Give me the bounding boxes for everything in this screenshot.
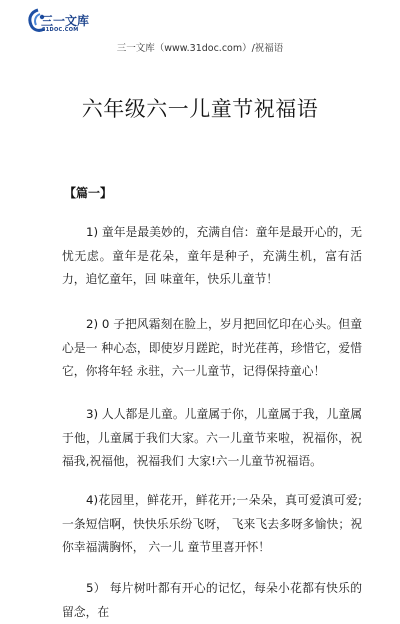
paragraph-4: 4)花园里，鲜花开，鲜花开;一朵朵，真可爱滇可爱;一条短信啊，快快乐乐纷飞呀， 飞来飞去多呀多愉快；祝你幸福满胸怀， 六一儿 童节里喜开怀！ [62, 493, 362, 554]
document-title: 六年级六一儿童节祝福语 [81, 97, 319, 121]
paragraph-1: 1) 童年是最美妙的，充满自信：童年是最开心的，无忧无虑。童年是花朵，童年是种子，充满生机，富有活力，追忆童年，回 味童年，快乐儿童节！ [62, 225, 362, 286]
paragraph-5: 5） 每片树叶都有开心的记忆，每朵小花都有快乐的留念，在 [62, 581, 362, 619]
site-logo [27, 8, 101, 38]
logo-name: 三一文库 [41, 14, 90, 28]
paragraph-3: 3) 人人都是儿童。儿童属于你，儿童属于我，儿童属于他，儿童属于我们大家。六一儿童节来啦，祝福你，祝福我,祝福他，祝福我们 大家!六一儿童节祝福语。 [62, 407, 362, 468]
section-label: 【篇一】 [64, 186, 113, 200]
source-header: 三一文库（www.31doc.com）/祝福语 [116, 43, 284, 54]
logo-domain: 31DOC.COM [42, 27, 79, 33]
paragraph-2: 2) 0 子把风霜刻在脸上，岁月把回忆印在心头。但童心是一 种心态，即使岁月蹉跎，时光荏苒，珍惜它，爱惜它，你将年轻 永驻，六一儿童节，记得保持童心！ [62, 317, 362, 378]
